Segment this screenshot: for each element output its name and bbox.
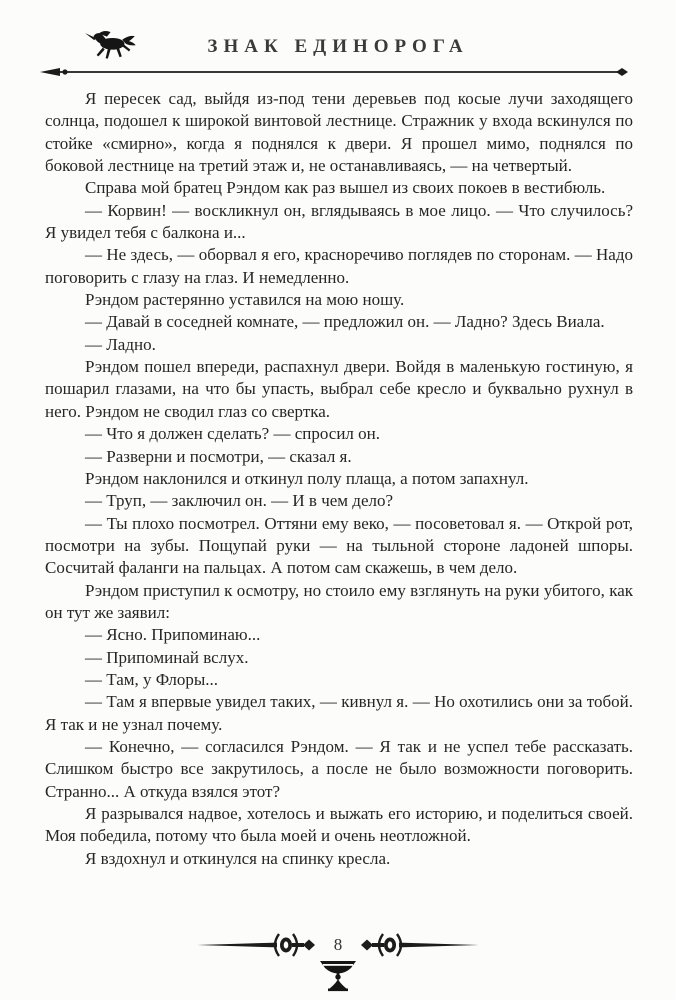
paragraph: — Конечно, — согласился Рэндом. — Я так и не успел тебе рассказать. Слишком быстро все закрутилось, а после не было возможности поговорить. Странно... А откуда взялся этот? xyxy=(45,736,633,801)
paragraph: Рэндом приступил к осмотру, но стоило ему взглянуть на руки убитого, как он тут же заявил: xyxy=(45,580,633,622)
dagger-right-icon xyxy=(359,932,479,958)
paragraph: — Труп, — заключил он. — И в чем дело? xyxy=(85,491,394,511)
paragraph: — Давай в соседней комнате, — предложил он. — Ладно? Здесь Виала. xyxy=(85,312,605,332)
paragraph: — Там, у Флоры... xyxy=(85,669,219,689)
paragraph: — Там я впервые увидел таких, — кивнул я. — Но охотились они за тобой. Я так и не узнал почему. xyxy=(45,692,633,734)
paragraph: — Ясно. Припоминаю... xyxy=(85,625,261,645)
paragraph: — Что я должен сделать? — спросил он. xyxy=(85,424,380,444)
paragraph: Рэндом растерянно уставился на мою ношу. xyxy=(85,290,405,310)
paragraph: — Припоминай вслух. xyxy=(85,647,249,667)
page-number: 8 xyxy=(333,935,343,954)
paragraph: Я пересек сад, выйдя из-под тени деревьев под косые лучи заходящего солнца, подошел к широкой винтовой лестнице. Стражник у входа вскинулся по стойке «смирно», когда я поднялся к двери. Я прошел мимо, поднялся по боковой лестнице на третий этаж и, не останавливаясь, — на четвертый. xyxy=(45,89,633,176)
paragraph: Я разрывался надвое, хотелось и выжать его историю, и поделиться своей. Моя победила, потому что была моей и очень неотложной. xyxy=(45,804,633,846)
paragraph: — Не здесь, — оборвал я его, красноречиво поглядев по сторонам. — Надо поговорить с глазу на глаз. И немедленно. xyxy=(45,245,633,287)
body-text xyxy=(45,88,633,870)
paragraph: Я вздохнул и откинулся на спинку кресла. xyxy=(85,848,391,868)
goblet-icon xyxy=(318,960,358,992)
paragraph: Рэндом наклонился и откинул полу плаща, а потом запахнул. xyxy=(85,468,529,488)
paragraph: — Разверни и посмотри, — сказал я. xyxy=(85,446,352,466)
paragraph: — Ладно. xyxy=(85,334,156,354)
goblet-wrap xyxy=(0,960,676,992)
paragraph: — Корвин! — воскликнул он, вглядываясь в мое лицо. — Что случилось? Я увидел тебя с балкона и... xyxy=(45,200,633,243)
paragraph: Рэндом пошел впереди, распахнул двери. Войдя в маленькую гостиную, я пошарил глазами, на что бы упасть, выбрал себе кресло и буквально рухнул в него. Рэндом не сводил глаз со свертка. xyxy=(45,357,633,421)
divider-arrow-rule xyxy=(0,64,676,80)
page-title: ЗНАК ЕДИНОРОГА xyxy=(207,36,469,57)
paragraph: — Ты плохо посмотрел. Оттяни ему веко, — посоветовал я. — Открой рот, посмотри на зубы. Пощупай руки — на тыльной стороне ладоней шпоры. Сосчитай фаланги на пальцах. А потом сам скажешь, в чем дело. xyxy=(45,513,633,578)
paragraph: Справа мой братец Рэндом как раз вышел из своих покоев в вестибюль. xyxy=(85,178,606,198)
footer xyxy=(0,932,676,958)
dagger-left-icon xyxy=(197,932,317,958)
